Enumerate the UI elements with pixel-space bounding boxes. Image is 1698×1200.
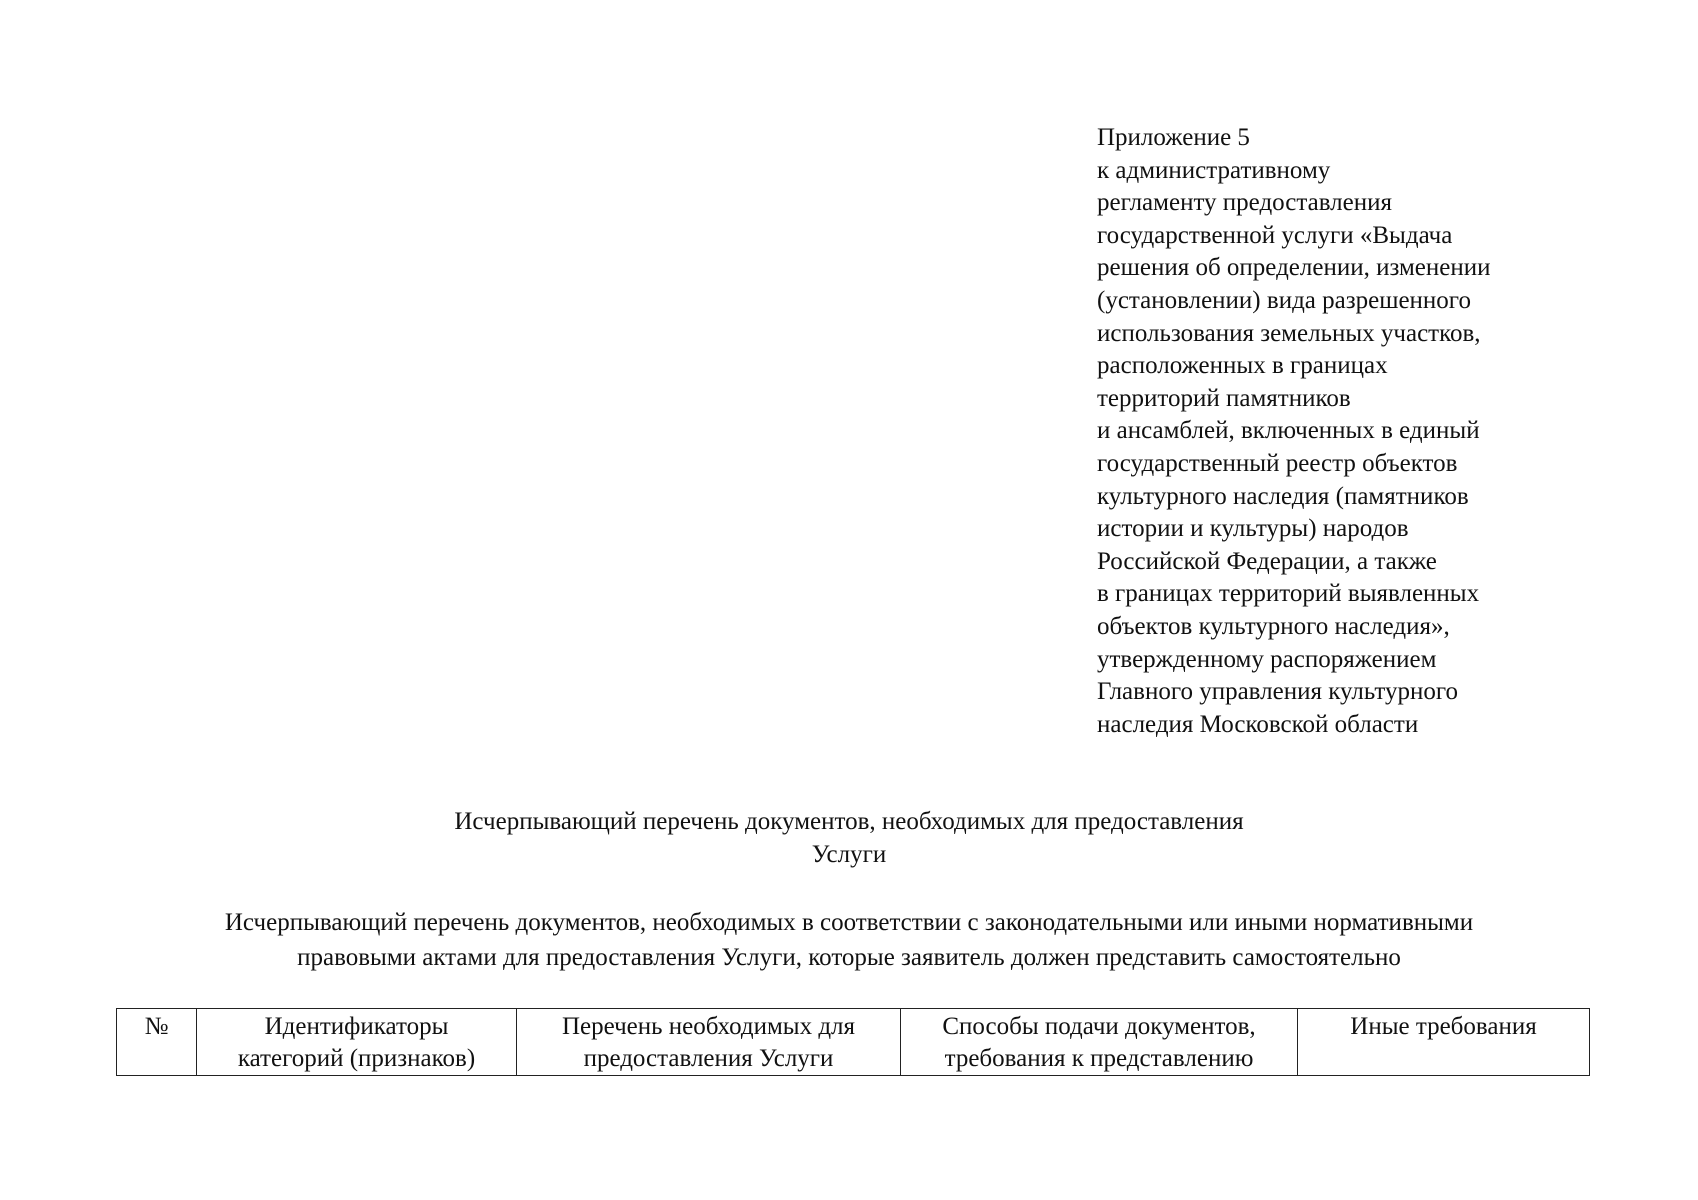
column-header-number: № xyxy=(117,1009,197,1076)
appendix-line: в границах территорий выявленных xyxy=(1097,580,1480,608)
column-header-submission-methods: Способы подачи документов, требования к представлению xyxy=(901,1009,1298,1076)
appendix-line: государственный реестр объектов xyxy=(1097,449,1458,477)
title-line: Услуги xyxy=(811,840,887,868)
appendix-line: истории и культуры) народов xyxy=(1097,515,1409,543)
appendix-line: использования земельных участков, xyxy=(1097,319,1481,347)
appendix-header xyxy=(1097,122,1617,741)
appendix-line: территорий памятников xyxy=(1097,384,1351,412)
appendix-line: и ансамблей, включенных в единый xyxy=(1097,417,1480,445)
appendix-line: культурного наследия (памятников xyxy=(1097,482,1469,510)
title-line: Исчерпывающий перечень документов, необходимых для предоставления xyxy=(454,808,1244,835)
appendix-line: Российской Федерации, а также xyxy=(1097,547,1437,575)
appendix-line: Главного управления культурного xyxy=(1097,678,1458,706)
column-header-other-requirements: Иные требования xyxy=(1298,1009,1590,1076)
appendix-line: государственной услуги «Выдача xyxy=(1097,221,1453,249)
documents-table xyxy=(116,1008,1590,1076)
column-header-category-identifiers: Идентификаторы категорий (признаков) xyxy=(197,1009,517,1076)
appendix-line: расположенных в границах xyxy=(1097,352,1388,380)
appendix-line: объектов культурного наследия», xyxy=(1097,612,1450,640)
appendix-line: Приложение 5 xyxy=(1097,124,1250,151)
section-heading xyxy=(80,905,1618,975)
appendix-line: наследия Московской области xyxy=(1097,710,1419,738)
section-heading-line: правовыми актами для предоставления Услуги, которые заявитель должен представить самостоятельно xyxy=(297,944,1401,971)
column-header-required-documents: Перечень необходимых для предоставления Услуги xyxy=(517,1009,901,1076)
table-header-row xyxy=(117,1009,1590,1076)
appendix-line: решения об определении, изменении xyxy=(1097,254,1491,282)
appendix-line: к административному xyxy=(1097,156,1331,184)
appendix-line: (установлении) вида разрешенного xyxy=(1097,286,1471,314)
section-heading-line: Исчерпывающий перечень документов, необходимых в соответствии с законодательными или иными нормативными xyxy=(224,909,1474,936)
appendix-line: регламенту предоставления xyxy=(1097,189,1393,217)
appendix-line: утвержденному распоряжением xyxy=(1097,645,1437,673)
document-title xyxy=(0,806,1698,871)
